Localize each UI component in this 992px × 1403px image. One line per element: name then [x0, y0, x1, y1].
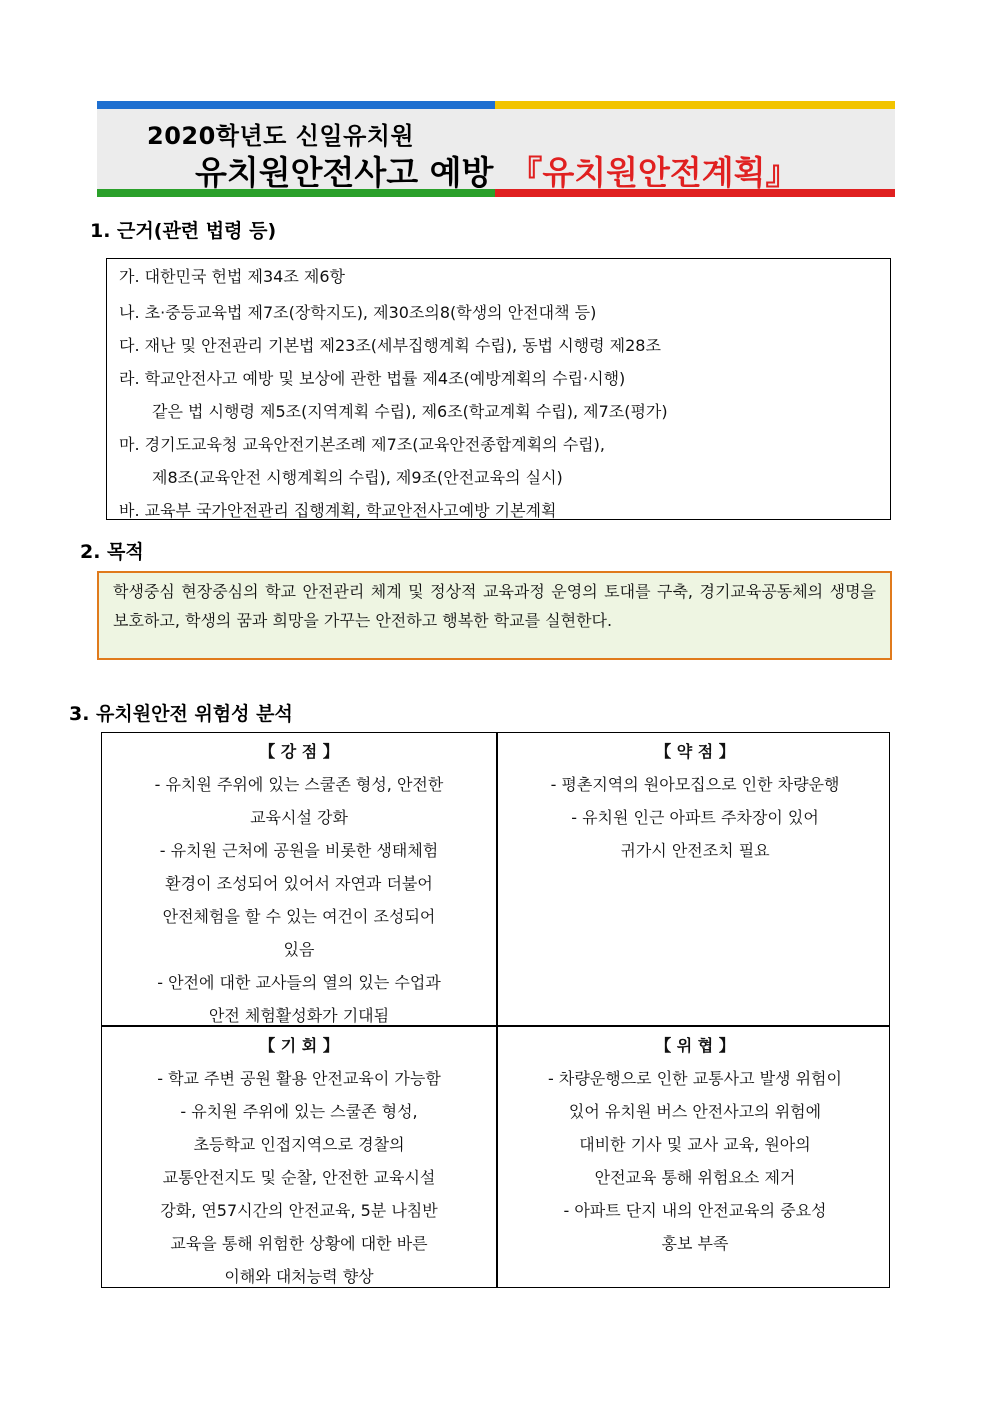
opportunities-title: 【 기 회 】 [259, 1036, 339, 1055]
swot-opportunities-cell [102, 1029, 496, 1293]
opportunities-line: 교통안전지도 및 순찰, 안전한 교육시설 [162, 1168, 436, 1187]
banner-title-text: 유치원안전사고 예방 [195, 153, 494, 192]
weaknesses-line: - 유치원 인근 아파트 주차장이 있어 [571, 808, 819, 827]
banner-subtitle: 2020학년도 신일유치원 [147, 122, 415, 150]
purpose-box: 학생중심 현장중심의 학교 안전관리 체계 및 정상적 교육과정 운영의 토대를 구축, 경기교육공동체의 생명을 보호하고, 학생의 꿈과 희망을 가꾸는 안전하고 행복한 학교를 실현한다. [97, 571, 892, 660]
swot-weaknesses-cell [498, 735, 892, 867]
threats-line: - 아파트 단지 내의 안전교육의 중요성 [563, 1201, 827, 1220]
title-banner [97, 101, 895, 197]
section1-box [106, 258, 891, 520]
law-line: 제8조(교육안전 시행계획의 수립), 제9조(안전교육의 실시) [152, 468, 563, 487]
law-line: 마. 경기도교육청 교육안전기본조례 제7조(교육안전종합계획의 수립), [119, 435, 605, 454]
strengths-line: - 유치원 주위에 있는 스쿨존 형성, 안전한 [154, 775, 444, 794]
swot-strengths-cell [102, 735, 496, 1032]
banner-bar-yellow [495, 101, 895, 109]
strengths-line: 안전체험을 할 수 있는 여건이 조성되어 [162, 907, 436, 926]
law-line: 나. 초·중등교육법 제7조(장학지도), 제30조의8(학생의 안전대책 등) [119, 303, 597, 322]
weaknesses-title: 【 약 점 】 [655, 742, 735, 761]
strengths-line: - 안전에 대한 교사들의 열의 있는 수업과 [157, 973, 441, 992]
law-line: 라. 학교안전사고 예방 및 보상에 관한 법률 제4조(예방계획의 수립·시행) [119, 369, 626, 388]
strengths-line: - 유치원 근처에 공원을 비롯한 생태체험 [159, 841, 439, 860]
strengths-line: 안전 체험활성화가 기대됨 [208, 1006, 390, 1025]
threats-line: - 차량운행으로 인한 교통사고 발생 위험이 [548, 1069, 842, 1088]
law-line: 가. 대한민국 헌법 제34조 제6항 [119, 267, 345, 286]
opportunities-line: 초등학교 인접지역으로 경찰의 [193, 1135, 405, 1154]
swot-table [101, 732, 890, 1288]
threats-line: 대비한 기사 및 교사 교육, 원아의 [579, 1135, 811, 1154]
section2-heading: 2. 목적 [80, 541, 144, 563]
banner-title [195, 147, 799, 194]
threats-title: 【 위 협 】 [655, 1036, 735, 1055]
banner-title-highlight: 『유치원안전계획』 [509, 153, 799, 192]
opportunities-line: 강화, 연57시간의 안전교육, 5분 나침반 [160, 1201, 438, 1220]
opportunities-line: 교육을 통해 위험한 상황에 대한 바른 [170, 1234, 428, 1253]
section3-heading: 3. 유치원안전 위험성 분석 [69, 703, 293, 725]
weaknesses-line: 귀가시 안전조치 필요 [620, 841, 770, 860]
opportunities-line: 이해와 대처능력 향상 [224, 1267, 374, 1286]
strengths-line: 환경이 조성되어 있어서 자연과 더불어 [165, 874, 433, 893]
opportunities-line: - 학교 주변 공원 활용 안전교육이 가능함 [157, 1069, 441, 1088]
strengths-line: 있음 [283, 940, 315, 959]
law-line: 다. 재난 및 안전관리 기본법 제23조(세부집행계획 수립), 동법 시행령 제28조 [119, 336, 661, 355]
threats-line: 있어 유치원 버스 안전사고의 위험에 [568, 1102, 822, 1121]
weaknesses-line: - 평촌지역의 원아모집으로 인한 차량운행 [550, 775, 840, 794]
law-line: 같은 법 시행령 제5조(지역계획 수립), 제6조(학교계획 수립), 제7조(평가) [152, 402, 668, 421]
opportunities-line: - 유치원 주위에 있는 스쿨존 형성, [180, 1102, 418, 1121]
threats-line: 안전교육 통해 위험요소 제거 [594, 1168, 796, 1187]
section1-heading: 1. 근거(관련 법령 등) [90, 220, 277, 242]
threats-line: 홍보 부족 [661, 1234, 729, 1253]
banner-bar-blue [97, 101, 495, 109]
law-line: 바. 교육부 국가안전관리 집행계획, 학교안전사고예방 기본계획 [119, 501, 557, 520]
strengths-title: 【 강 점 】 [259, 742, 339, 761]
strengths-line: 교육시설 강화 [250, 808, 348, 827]
swot-threats-cell [498, 1029, 892, 1260]
